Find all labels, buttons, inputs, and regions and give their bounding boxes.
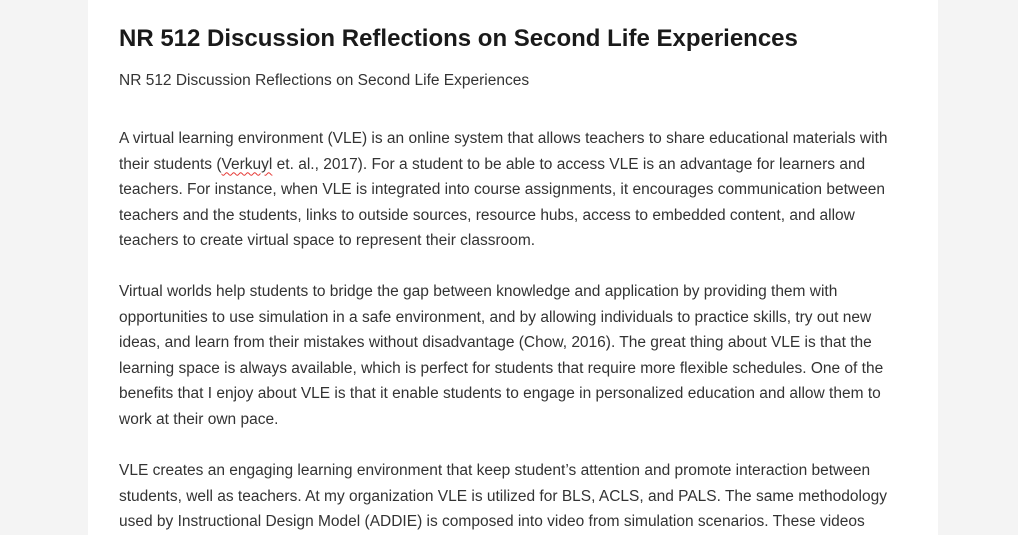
paragraph-2: Virtual worlds help students to bridge the gap between knowledge and application by providing them with opportunities to use simulation in a safe environment, and by allowing individuals to practice skills, try out new ideas, and learn from their mistakes without disadvantage (Chow, 2016). The great thing about VLE is that the learning space is always available, which is perfect for students that require more flexible schedules. One of the benefits that I enjoy about VLE is that it enable students to engage in personalized education and allow them to work at their own pace.: [119, 283, 884, 428]
post-subtitle: NR 512 Discussion Reflections on Second Life Experiences: [119, 72, 530, 89]
paragraph-1-text-end: et. al., 2017). For a student to be able to access VLE is an advantage for learners and teachers. For instance, when VLE is integrated into course assignments, it encourages communication between teachers and the students, links to outside sources, resource hubs, access to embedded content, and allow teachers to create virtual space to represent their classroom.: [119, 155, 885, 250]
paragraph-3: VLE creates an engaging learning environment that keep student’s attention and promote interaction between students, well as teachers. At my organization VLE is utilized for BLS, ACLS, and PALS. The same methodology used by Instructional Design Model (ADDIE) is composed into video from simulation scenarios. These videos: [119, 462, 887, 531]
paragraph-1-text-start: A virtual learning environment (VLE) is an online system that allows teachers to share educational materials with their students (: [119, 130, 888, 173]
post-title: NR 512 Discussion Reflections on Second Life Experiences: [119, 25, 798, 52]
spellcheck-flagged-word[interactable]: Verkuyl: [221, 155, 273, 173]
article-page: [88, 0, 938, 535]
paragraph-1: [119, 126, 911, 254]
